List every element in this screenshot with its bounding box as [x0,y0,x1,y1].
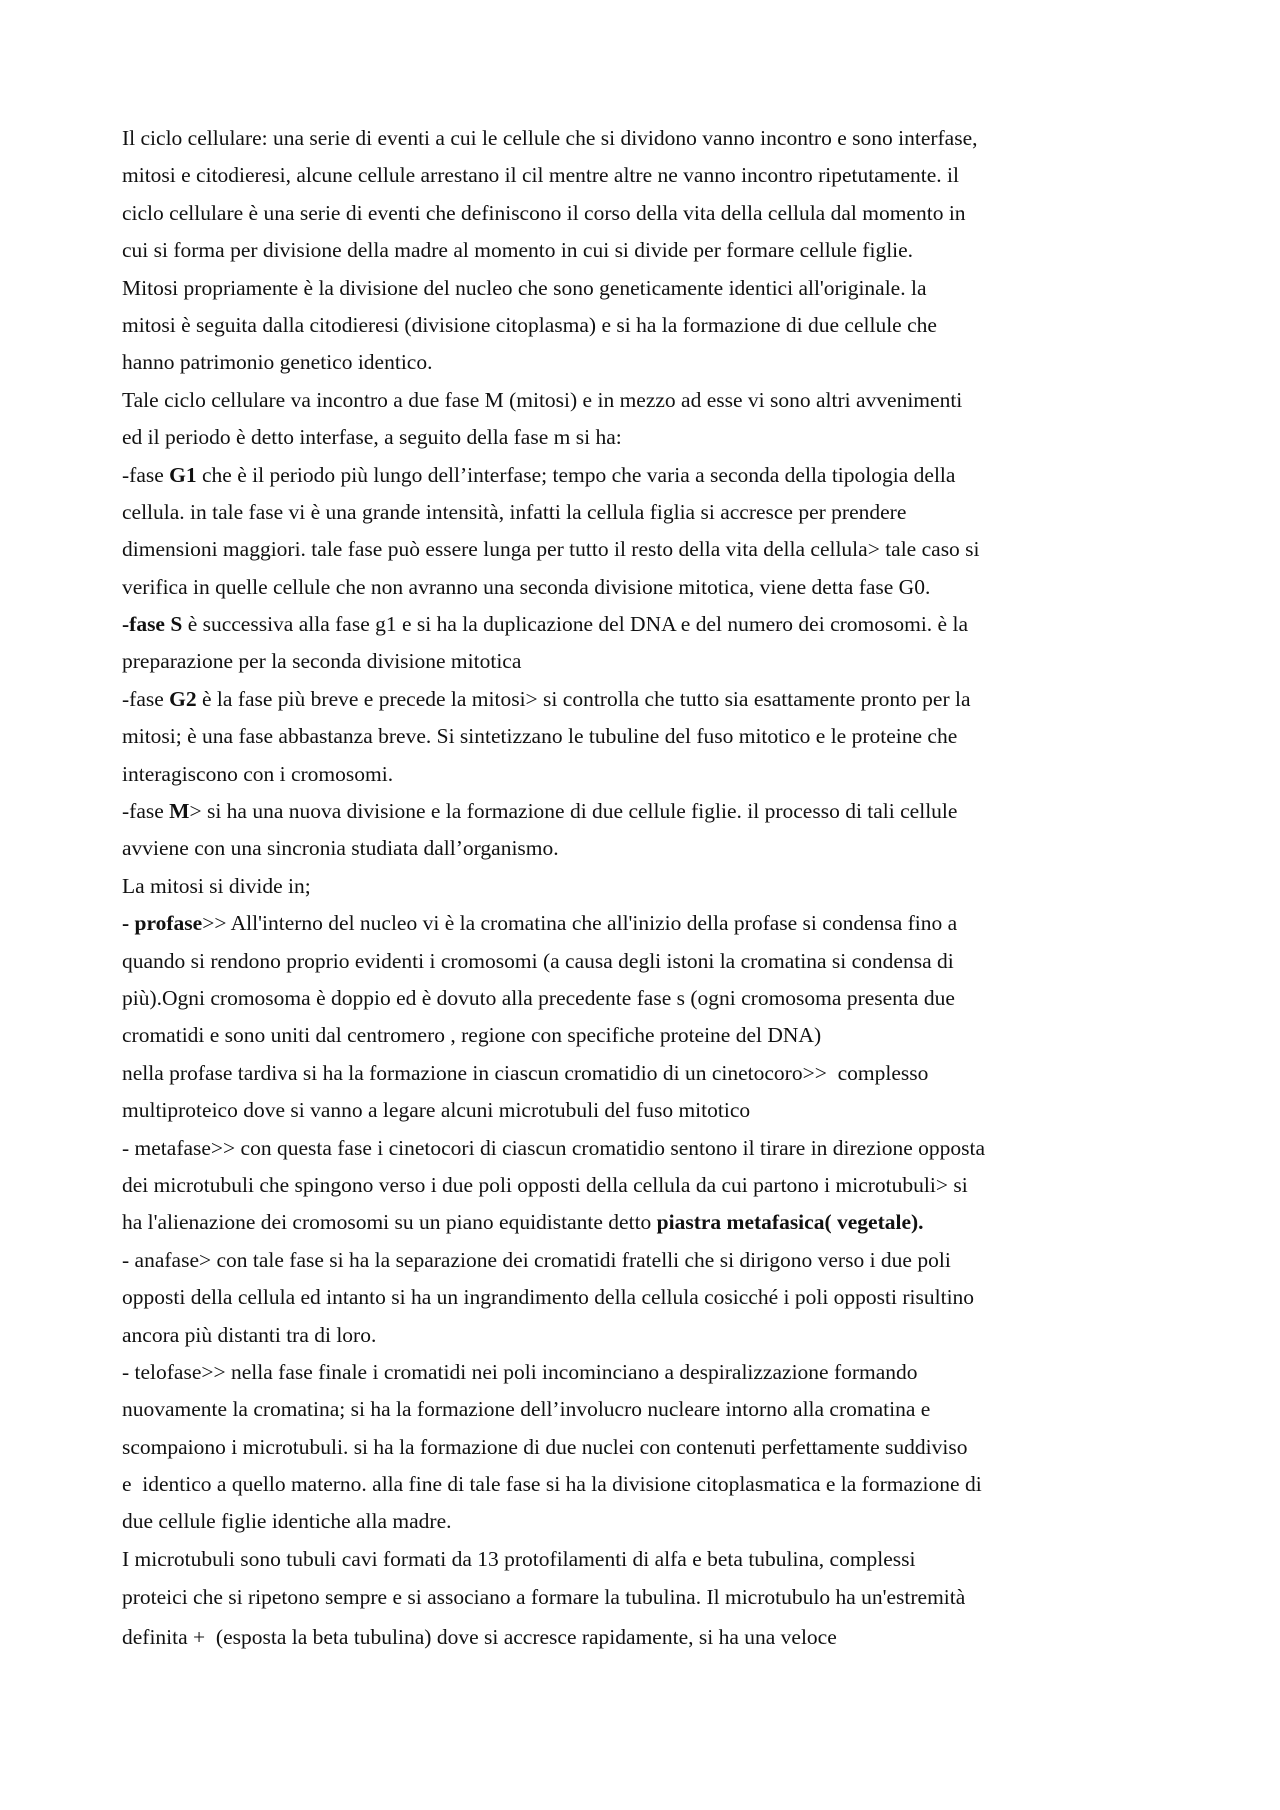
text-run: - telofase>> nella fase finale i cromatidi nei poli incominciano a despiralizzazione formando [122,1359,918,1384]
text-line [122,643,1182,680]
text-line [122,980,1182,1017]
text-run: mitosi; è una fase abbastanza breve. Si sintetizzano le tubuline del fuso mitotico e le proteine che [122,724,958,749]
text-line [122,943,1182,980]
text-run: preparazione per la seconda divisione mitotica [122,649,522,674]
text-run: interagiscono con i cromosomi. [122,761,394,786]
text-line [122,905,1182,942]
bold-text-run: M [169,799,190,824]
text-run: cellula. in tale fase vi è una grande intensità, infatti la cellula figlia si accresce per prendere [122,499,907,524]
text-line [122,1541,1182,1578]
text-line [122,1055,1182,1092]
text-run: cromatidi e sono uniti dal centromero , regione con specifiche proteine del DNA) [122,1023,822,1048]
text-line [122,1466,1182,1503]
text-line [122,1429,1182,1466]
text-line [122,1317,1182,1354]
text-line [122,606,1182,643]
text-run: verifica in quelle cellule che non avranno una seconda divisione mitotica, viene detta fase G0. [122,574,931,599]
text-run: mitosi è seguita dalla citodieresi (divisione citoplasma) e si ha la formazione di due cellule che [122,312,937,337]
text-line [122,270,1182,307]
text-line [122,232,1182,269]
text-line [122,793,1182,830]
bold-text-run: -fase S [122,612,183,637]
text-line [122,1204,1182,1241]
text-line [122,307,1182,344]
bold-text-run: G2 [169,686,197,711]
text-run: è successiva alla fase g1 e si ha la duplicazione del DNA e del numero dei cromosomi. è la [182,612,968,637]
text-run: ancora più distanti tra di loro. [122,1322,377,1347]
text-run: che è il periodo più lungo dell’interfase; tempo che varia a seconda della tipologia della [196,462,956,487]
text-run: è la fase più breve e precede la mitosi> si controlla che tutto sia esattamente pronto per la [196,686,971,711]
text-run: > si ha una nuova divisione e la formazione di due cellule figlie. il processo di tali cellule [189,799,958,824]
text-line [122,1017,1182,1054]
text-run: Il ciclo cellulare: una serie di eventi a cui le cellule che si dividono vanno incontro e sono interfase, [122,126,978,150]
text-run: -fase [122,686,170,711]
text-run: cui si forma per divisione della madre al momento in cui si divide per formare cellule figlie. [122,238,914,263]
text-run: -fase [122,462,170,487]
text-line [122,1279,1182,1316]
text-line [122,1092,1182,1129]
text-line [122,419,1182,456]
text-line [122,1618,1182,1658]
text-line [122,1391,1182,1428]
text-line [122,157,1182,194]
text-run: nuovamente la cromatina; si ha la formazione dell’involucro nucleare intorno alla cromatina e [122,1397,931,1422]
text-line [122,1167,1182,1204]
text-run: quando si rendono proprio evidenti i cromosomi (a causa degli istoni la cromatina si condensa di [122,948,954,973]
text-run: e identico a quello materno. alla fine di tale fase si ha la divisione citoplasmatica e la formazione di [122,1472,982,1497]
text-line [122,1354,1182,1391]
text-run: La mitosi si divide in; [122,873,311,898]
text-line [122,868,1182,905]
text-line [122,756,1182,793]
bold-text-run: piastra metafasica( vegetale). [656,1210,924,1235]
text-line [122,718,1182,755]
text-run: Tale ciclo cellulare va incontro a due fase M (mitosi) e in mezzo ad esse vi sono altri avvenimenti [122,387,963,412]
text-line [122,1503,1182,1540]
text-line [122,382,1182,419]
text-run: -fase [122,799,170,824]
text-run: Mitosi propriamente è la divisione del nucleo che sono geneticamente identici all'originale. la [122,275,927,300]
text-run: dimensioni maggiori. tale fase può essere lunga per tutto il resto della vita della cellula> tale caso si [122,537,980,562]
text-run: multiproteico dove si vanno a legare alcuni microtubuli del fuso mitotico [122,1098,751,1123]
text-run: opposti della cellula ed intanto si ha un ingrandimento della cellula cosicché i poli opposti risultino [122,1285,975,1310]
text-run: I microtubuli sono tubuli cavi formati da 13 protofilamenti di alfa e beta tubulina, complessi [122,1546,916,1571]
text-run: avviene con una sincronia studiata dall’organismo. [122,836,559,861]
text-run: definita + (esposta la beta tubulina) dove si accresce rapidamente, si ha una veloce [122,1624,837,1649]
text-run: hanno patrimonio genetico identico. [122,350,433,375]
text-run: ha l'alienazione dei cromosomi su un piano equidistante detto [122,1210,657,1235]
text-run: proteici che si ripetono sempre e si associano a formare la tubulina. Il microtubulo ha un'estremità [122,1585,966,1610]
text-run: - metafase>> con questa fase i cinetocori di ciascun cromatidio sentono il tirare in direzione opposta [122,1135,986,1160]
text-line [122,830,1182,867]
text-line [122,531,1182,568]
document-body [122,120,1182,1657]
text-run: >> All'interno del nucleo vi è la cromatina che all'inizio della profase si condensa fino a [202,911,958,936]
bold-text-run: G1 [169,462,197,487]
text-line [122,344,1182,381]
text-run: nella profase tardiva si ha la formazione in ciascun cromatidio di un cinetocoro>> complesso [122,1060,929,1085]
text-run: due cellule figlie identiche alla madre. [122,1509,452,1534]
text-run: dei microtubuli che spingono verso i due poli opposti della cellula da cui partono i microtubuli> si [122,1172,968,1197]
text-line [122,494,1182,531]
text-run: ciclo cellulare è una serie di eventi che definiscono il corso della vita della cellula dal momento in [122,200,966,225]
text-line [122,120,1182,157]
text-run: più).Ogni cromosoma è doppio ed è dovuto alla precedente fase s (ogni cromosoma presenta due [122,985,955,1010]
text-run: ed il periodo è detto interfase, a seguito della fase m si ha: [122,425,622,450]
bold-text-run: - profase [122,911,203,936]
text-run: mitosi e citodieresi, alcune cellule arrestano il cil mentre altre ne vanno incontro ripetutamente. il [122,163,959,188]
text-line [122,1130,1182,1167]
text-line [122,457,1182,494]
text-line [122,569,1182,606]
text-line [122,195,1182,232]
text-line [122,1242,1182,1279]
text-line [122,1578,1182,1618]
text-run: scompaiono i microtubuli. si ha la formazione di due nuclei con contenuti perfettamente suddiviso [122,1434,968,1459]
text-run: - anafase> con tale fase si ha la separazione dei cromatidi fratelli che si dirigono verso i due poli [122,1247,951,1272]
text-line [122,681,1182,718]
